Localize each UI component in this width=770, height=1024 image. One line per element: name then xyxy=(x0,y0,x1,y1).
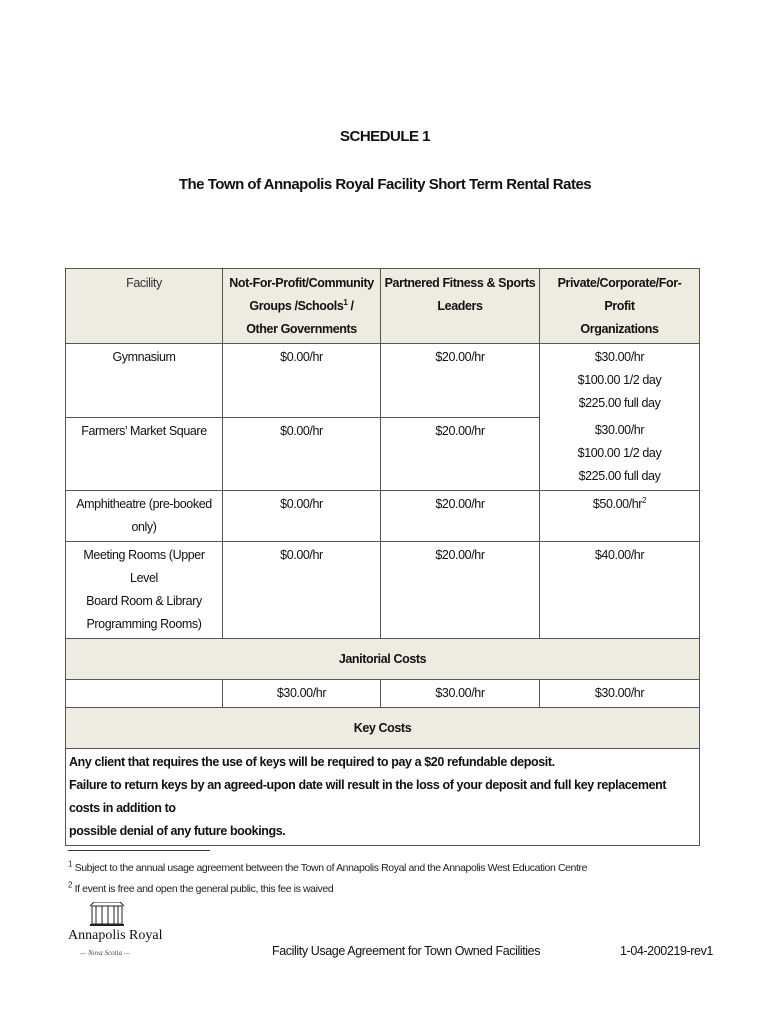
footer-document-code: 1-04-200219-rev1 xyxy=(620,944,713,958)
header-nonprofit-line3: Other Governments xyxy=(246,322,357,336)
header-private-line2: Organizations xyxy=(580,322,659,336)
key-costs-note-row xyxy=(66,749,700,846)
janitorial-nonprofit-cell: $30.00/hr xyxy=(223,680,381,708)
janitorial-private-cell: $30.00/hr xyxy=(540,680,700,708)
footer-document-name: Facility Usage Agreement for Town Owned Facilities xyxy=(272,944,541,958)
key-costs-heading-row xyxy=(66,708,700,749)
header-facility: Facility xyxy=(66,269,223,344)
fitness-rate-cell: $20.00/hr xyxy=(381,344,540,418)
fitness-rate-cell: $20.00/hr xyxy=(381,491,540,542)
footnote-1: $^1$ Subject to the annual usage agreement between the Town of Annapolis Royal and the Annapolis West Education Centre xyxy=(68,859,588,874)
table-header-row xyxy=(66,269,700,344)
facility-cell: Amphitheatre (pre-booked only) xyxy=(66,491,223,542)
table-row xyxy=(66,542,700,639)
header-nonprofit xyxy=(223,269,381,344)
header-private xyxy=(540,269,700,344)
page-title: The Town of Annapolis Royal Facility Short Term Rental Rates xyxy=(178,176,592,193)
janitorial-row xyxy=(66,680,700,708)
table-row xyxy=(66,491,700,542)
fitness-rate-cell: $20.00/hr xyxy=(381,417,540,491)
key-costs-note xyxy=(66,749,700,846)
footnote-2: $^2$ If event is free and open the general public, this fee is waived xyxy=(68,880,334,895)
header-private-line1: Private/Corporate/For-Profit xyxy=(557,276,682,313)
header-fitness-line1: Partnered Fitness & Sports xyxy=(384,276,536,290)
key-costs-line3: possible denial of any future bookings. xyxy=(69,824,286,838)
facility-cell: Meeting Rooms (Upper Level Board Room & Library Programming Rooms) xyxy=(66,542,223,639)
fitness-rate-cell: $20.00/hr xyxy=(381,542,540,639)
facility-cell: Gymnasium xyxy=(66,344,223,418)
janitorial-fitness-cell: $30.00/hr xyxy=(381,680,540,708)
header-nonprofit-line2: Groups /Schools$^1$ / xyxy=(249,297,354,313)
footnote-ref-2: 2 xyxy=(642,495,647,505)
janitorial-facility-cell xyxy=(66,680,223,708)
rental-rates-table xyxy=(65,268,700,846)
header-nonprofit-line1: Not-For-Profit/Community xyxy=(229,276,374,290)
janitorial-heading: Janitorial Costs xyxy=(66,639,700,680)
table-row xyxy=(66,344,700,418)
private-rate-cell: $30.00/hr $100.00 1/2 day $225.00 full day xyxy=(540,344,700,418)
private-rate-cell: $\$50.00/hr^2$ xyxy=(540,491,700,542)
nonprofit-rate-cell: $0.00/hr xyxy=(223,344,381,418)
nonprofit-rate-cell: $0.00/hr xyxy=(223,417,381,491)
key-costs-heading: Key Costs xyxy=(66,708,700,749)
schedule-heading: SCHEDULE 1 xyxy=(339,128,431,145)
header-fitness xyxy=(381,269,540,344)
nonprofit-rate-cell: $0.00/hr xyxy=(223,542,381,639)
janitorial-heading-row xyxy=(66,639,700,680)
header-fitness-line2: Leaders xyxy=(437,299,483,313)
facility-cell: Farmers’ Market Square xyxy=(66,417,223,491)
footnote-ref-1: 1 xyxy=(343,297,348,307)
nonprofit-rate-cell: $0.00/hr xyxy=(223,491,381,542)
footnote-separator xyxy=(68,850,210,851)
key-costs-line1: Any client that requires the use of keys will be required to pay a $20 refundable deposit. xyxy=(69,755,555,769)
private-rate-cell: $30.00/hr $100.00 1/2 day $225.00 full day xyxy=(540,417,700,491)
logo-subtitle: — Nova Scotia — xyxy=(80,949,130,957)
key-costs-line2: Failure to return keys by an agreed-upon date will result in the loss of your deposit and full key replacement costs in addition to xyxy=(69,778,667,815)
logo-wordmark: Annapolis Royal xyxy=(68,928,163,943)
private-rate-cell: $40.00/hr xyxy=(540,542,700,639)
table-row xyxy=(66,417,700,491)
